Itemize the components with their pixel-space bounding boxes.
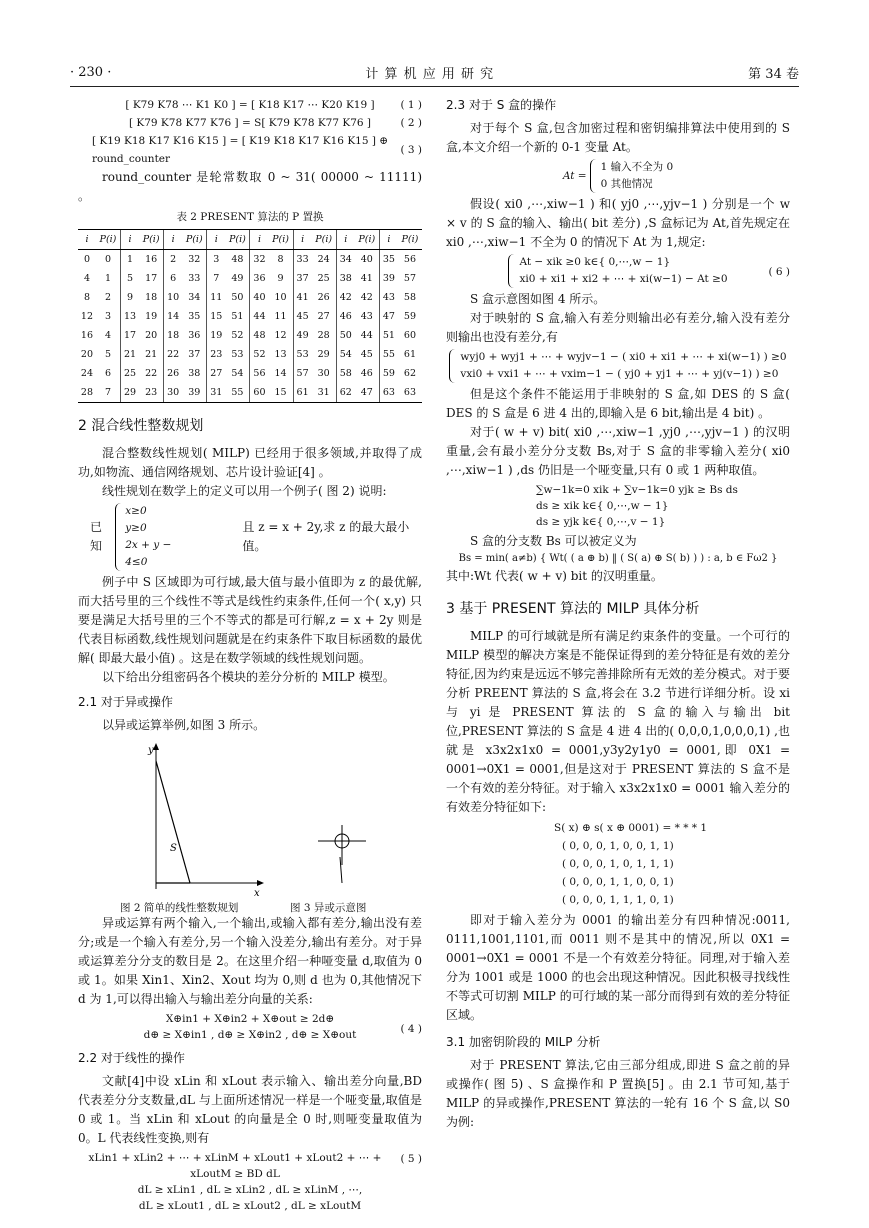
table-cell: 49 (293, 326, 312, 345)
table-cell: 59 (403, 311, 416, 322)
table-header-cell: i (164, 230, 183, 250)
table-cell: 22 (164, 345, 183, 364)
table-cell: 55 (225, 383, 250, 403)
table-cell: 21 (145, 349, 158, 360)
table-cell: 60 (403, 330, 416, 341)
figures-2-3 (78, 739, 422, 914)
table-cell: 47 (379, 307, 398, 326)
table-cell: 33 (293, 250, 312, 270)
paragraph: 例子中 S 区域即为可行域,最大值与最小值即为 z 的最优解,而大括号里的三个线性不等式是线性约束条件,任何一个( x,y) 只要是满足大括号里的三个不等式的都是可行解,z = x + 2y 则是代表目标函数,线性规划问题就是在约束条件下取目标函数的最优解( 即最大最小值) 。这是在数学领域的线性规划问题。 (78, 575, 422, 665)
section-2-3-title: 2.3 对于 S 盒的操作 (446, 98, 557, 112)
paragraph: 即对于输入差分为 0001 的输出差分有四种情况:0011, 0111,1001,1101,而 0011 则不是其中的情况,所以 0X1 = 0001→0X1 = 0001 不是一个有效差分特征。同理,对于输入差分为 1001 或是 1000 的也会出现这种情况。因此积极寻找线性不等式可切割 MILP 的可行域的某一部分而得到有效的差分特征区域。 (446, 913, 790, 1022)
table-cell: 0 (83, 254, 90, 265)
paragraph: 异或运算有两个输入,一个输出,或输入都有差分,输出没有差分;或是一个输入有差分,另一个输入没差分,输出有差分。对于异或运算差分分支的数目是 2。在这里介绍一种哑变量 d,取值为 0 或 1。如果 Xin1、Xin2、Xout 均为 0,则 d 也为 0,其他情况下 d 为 1,可以得出输入与输出差分向量的关系: (78, 916, 422, 1006)
table-header-cell: P(i) (182, 230, 207, 250)
paragraph: 其中:Wt 代表( w + v) bit 的汉明重量。 (446, 569, 663, 583)
table-cell: 4 (83, 273, 90, 284)
paragraph: MILP 的可行域就是所有满足约束条件的变量。一个可行的 MILP 模型的解决方案是不能保证得到的差分特征是有效的差分特征,因为约束是远远不够完善排除所有无效的差分模式。对于要分析 PREENT 算法的 S 盒,将会在 3.2 节进行详细分析。设 xi 与 yi 是 PRESENT 算法的 S 盒的输入与输出 bit 位,PRESENT 算法的 S 盒是 4 进 4 出的( 0,0,0,1,0,0,0,1) ,也就是 x3x2x1x0 = 0001,y3y2y1y0 = 0001,即 0X1 = 0001→0X1 = 0001,但是这对于 PRESENT 算法的 S 盒不是一个有效的差分特征。对于输入 x3x2x1x0 = 0001 输入差分的有效差分特征如下: (446, 629, 790, 814)
table-cell: 50 (336, 326, 355, 345)
table-cell: 31 (207, 383, 226, 403)
left-column (78, 96, 422, 1216)
table-cell: 42 (360, 292, 373, 303)
table-cell: 16 (80, 330, 93, 341)
table-row (78, 288, 422, 307)
table-cell: 41 (360, 273, 373, 284)
table-cell: 29 (317, 349, 330, 360)
table-cell: 2 (164, 250, 183, 270)
table-header-cell: P(i) (355, 230, 380, 250)
table-cell: 21 (121, 345, 140, 364)
table-cell: 54 (231, 368, 244, 379)
table-cell: 48 (250, 326, 269, 345)
table-cell: 53 (231, 349, 244, 360)
table-cell: 62 (403, 368, 416, 379)
table-cell: 43 (360, 311, 373, 322)
table-row (78, 364, 422, 383)
table-cell: 24 (317, 254, 330, 265)
table-cell: 27 (207, 364, 226, 383)
table-cell: 36 (188, 330, 201, 341)
table-cell: 27 (317, 311, 330, 322)
table-cell: 33 (188, 273, 201, 284)
table-cell: 23 (139, 383, 164, 403)
table-caption: 表 2 PRESENT 算法的 P 置换 (176, 211, 324, 223)
table-row (78, 345, 422, 364)
table-cell: 16 (145, 254, 158, 265)
section-3-1-title: 3.1 加密钥阶段的 MILP 分析 (446, 1035, 601, 1049)
equation-7: wyj0 + wyj1 + ⋯ + wyjv−1 − ( xi0 + xi1 + ⋯ + xi(w−1) ) ≥0 vxi0 + vxi1 + ⋯ + vxim−1 − ( yj0 + yj1 + ⋯ + yj(v−1) ) ≥0 (446, 349, 790, 383)
equation-3: [ K19 K18 K17 K16 K15 ] = [ K19 K18 K17 K16 K15 ] ⊕ round_counter ( 3 ) (92, 135, 422, 165)
table-cell: 8 (277, 254, 284, 265)
table-cell: 58 (336, 364, 355, 383)
paragraph: 对于每个 S 盒,包含加密过程和密钥编排算法中使用到的 S 盒,本文介绍一个新的 0-1 变量 At。 (446, 121, 790, 154)
table-cell: 36 (250, 269, 269, 288)
at-definition: At = 1 输入不全为 0 0 其他情况 (446, 159, 790, 193)
lp-system: 已知 x≥0 y≥0 2x + y − 4≤0 且 z = x + 2y,求 z 的最大最小值。 (90, 503, 422, 571)
volume: 第 34 卷 (748, 66, 799, 82)
table-header-cell: i (336, 230, 355, 250)
table-header-cell: i (293, 230, 312, 250)
table-row (78, 307, 422, 326)
table-cell: 18 (145, 292, 158, 303)
table-row (78, 250, 422, 270)
table-cell: 1 (104, 273, 111, 284)
figure-3-caption: 图 3 异或示意图 (290, 902, 367, 914)
table-cell: 26 (317, 292, 330, 303)
table-cell: 46 (360, 368, 373, 379)
table-cell: 58 (403, 292, 416, 303)
table-header-cell: P(i) (398, 230, 422, 250)
table-cell: 0 (104, 254, 111, 265)
table-cell: 31 (312, 383, 337, 403)
table-cell: 13 (121, 307, 140, 326)
table-header-cell: i (250, 230, 269, 250)
table-cell: 30 (164, 383, 183, 403)
header-rule (70, 86, 799, 87)
table-cell: 63 (379, 383, 398, 403)
round-counter-note: round_counter 是轮常数取 0 ~ 31( 00000 ~ 11111) 。 (78, 170, 422, 203)
table-cell: 11 (274, 311, 287, 322)
table-cell: 54 (336, 345, 355, 364)
table-cell: 45 (293, 307, 312, 326)
table-cell: 56 (250, 364, 269, 383)
table-cell: 7 (96, 383, 121, 403)
table-cell: 17 (121, 326, 140, 345)
paragraph: 对于( w + v) bit( xi0 ,⋯,xiw−1 ,yj0 ,⋯,yjv−1 ) 的汉明重量,会有最小差分分支数 Bs,对于 S 盒的非零输入差分( xi0 ,⋯,xiw−1 ) ,ds 仍旧是一个哑变量,只有 0 或 1 两种取值。 (446, 425, 790, 477)
paragraph: S 盒的分支数 Bs 可以被定义为 (470, 534, 637, 548)
table-cell: 55 (379, 345, 398, 364)
table-cell: 51 (379, 326, 398, 345)
table-cell: 42 (336, 288, 355, 307)
table-cell: 53 (293, 345, 312, 364)
fig-s-label: S (170, 843, 177, 854)
table-cell: 19 (145, 311, 158, 322)
table-cell: 15 (207, 307, 226, 326)
table-cell: 10 (274, 292, 287, 303)
table-cell: 15 (268, 383, 293, 403)
fig-x-label: x (254, 888, 260, 899)
paragraph: 以下给出分组密码各个模块的差分分析的 MILP 模型。 (102, 670, 395, 684)
equation-2: [ K79 K78 K77 K76 ] = S[ K79 K78 K77 K76 ] ( 2 ) (128, 117, 422, 129)
table-cell: 44 (250, 307, 269, 326)
table-row (78, 269, 422, 288)
table-cell: 3 (104, 311, 111, 322)
table-cell: 34 (188, 292, 201, 303)
table-cell: 39 (182, 383, 207, 403)
paragraph: 假设( xi0 ,⋯,xiw−1 ) 和( yj0 ,⋯,yjv−1 ) 分别是一个 w × v 的 S 盒的输入、输出( bit 差分) ,S 盒标记为 At,首先规定在 xi0 ,⋯,xiw−1 不全为 0 的情况下 At 为 1,规定: (446, 197, 790, 249)
table-cell: 41 (293, 288, 312, 307)
table-header-cell: P(i) (312, 230, 337, 250)
table-cell: 18 (164, 326, 183, 345)
table-cell: 62 (336, 383, 355, 403)
table-cell: 28 (78, 383, 96, 403)
fig-y-label: y (148, 745, 154, 756)
table-cell: 9 (277, 273, 284, 284)
table-cell: 14 (164, 307, 183, 326)
table-cell: 1 (121, 250, 140, 270)
table-cell: 49 (231, 273, 244, 284)
table-cell: 52 (250, 345, 269, 364)
table-cell: 45 (360, 349, 373, 360)
table-cell: 13 (274, 349, 287, 360)
paragraph: 对于映射的 S 盒,输入有差分则输出必有差分,输入没有差分则输出也没有差分,有 (446, 311, 790, 344)
table-cell: 2 (104, 292, 111, 303)
table-cell: 44 (360, 330, 373, 341)
table-cell: 46 (336, 307, 355, 326)
paragraph: 线性规划在数学上的定义可以用一个例子( 图 2) 说明: (102, 484, 387, 498)
table-cell: 6 (164, 269, 183, 288)
equation-4: X⊕in1 + X⊕in2 + X⊕out ≥ 2d⊕ d⊕ ≥ X⊕in1 , d⊕ ≥ X⊕in2 , d⊕ ≥ X⊕out ( 4 ) (143, 1013, 422, 1041)
table-cell: 6 (104, 368, 111, 379)
table-cell: 5 (104, 349, 111, 360)
paragraph: 混合整数线性规划( MILP) 已经用于很多领域,并取得了成功,如物流、通信网络规划、芯片设计验证[4] 。 (78, 446, 422, 479)
table-cell: 61 (403, 349, 416, 360)
table-cell: 26 (164, 364, 183, 383)
table-cell: 11 (207, 288, 226, 307)
table-row (78, 326, 422, 345)
table-cell: 35 (188, 311, 201, 322)
table-cell: 63 (398, 383, 422, 403)
table-cell: 4 (104, 330, 111, 341)
diff-list: S( x) ⊕ s( x ⊕ 0001) = * * * 1 ( 0, 0, 0, 1, 0, 0, 1, 1) ( 0, 0, 0, 1, 0, 1, 1, 1) ( 0, 0, 0, 1, 1, 0, 0, 1) ( 0, 0, 0, 1, 1, 1, 0, 1) (554, 822, 708, 906)
table-header-cell: i (78, 230, 96, 250)
paragraph: S 盒示意图如图 4 所示。 (470, 292, 606, 306)
table-cell: 22 (145, 368, 158, 379)
table-cell: 40 (360, 254, 373, 265)
table-cell: 43 (379, 288, 398, 307)
table-cell: 38 (336, 269, 355, 288)
page-header (70, 62, 799, 82)
table-header-cell: i (207, 230, 226, 250)
table-cell: 23 (207, 345, 226, 364)
table-cell: 25 (317, 273, 330, 284)
table-row (78, 383, 422, 403)
table-cell: 38 (188, 368, 201, 379)
table-cell: 59 (379, 364, 398, 383)
table-cell: 30 (317, 368, 330, 379)
section-2-1-title: 2.1 对于异或操作 (78, 695, 173, 709)
table-header-cell: P(i) (225, 230, 250, 250)
table-cell: 50 (231, 292, 244, 303)
table-cell: 48 (231, 254, 244, 265)
paragraph: 文献[4]中设 xLin 和 xLout 表示输入、输出差分向量,BD 代表差分分支数量,dL 与上面所述情况一样是一个哑变量,取值是 0 或 1。当 xLin 和 xLout 的向量是全 0 时,则哑变量取值为 0。L 代表线性变换,则有 (78, 1074, 422, 1145)
table-cell: 61 (293, 383, 312, 403)
table-cell: 47 (355, 383, 380, 403)
table-cell: 57 (293, 364, 312, 383)
table-cell: 32 (188, 254, 201, 265)
table-cell: 7 (207, 269, 226, 288)
table-header-cell: P(i) (268, 230, 293, 250)
table-cell: 57 (403, 273, 416, 284)
table-cell: 12 (274, 330, 287, 341)
page-number: · 230 · (70, 64, 112, 80)
table-cell: 25 (121, 364, 140, 383)
equation-8: ∑w−1k=0 xik + ∑v−1k=0 yjk ≥ Bs ds ds ≥ xik k∈{ 0,⋯,w − 1} ds ≥ yjk k∈{ 0,⋯,v − 1} (536, 484, 738, 528)
paragraph: 对于 PRESENT 算法,它由三部分组成,即进 S 盒之前的异或操作( 图 5) 、S 盒操作和 P 置换[5] 。由 2.1 节可知,基于 MILP 的异或操作,PRESENT 算法的一轮有 16 个 S 盒,以 S0 为例: (446, 1058, 790, 1129)
table-cell: 37 (293, 269, 312, 288)
equation-1: [ K79 K78 ⋯ K1 K0 ] = [ K18 K17 ⋯ K20 K19 ] ( 1 ) (125, 99, 422, 111)
equation-5: xLin1 + xLin2 + ⋯ + xLinM + xLout1 + xLout2 + ⋯ + xLoutM ≥ BD dL dL ≥ xLin1 , dL ≥ xLin2 , dL ≥ xLinM , ⋯, dL ≥ xLout1 , dL ≥ xLout2 , dL ≥ xLoutM ( 5 ) (88, 1152, 422, 1212)
table-cell: 8 (83, 292, 90, 303)
table-cell: 17 (145, 273, 158, 284)
right-column (446, 96, 790, 1132)
table-cell: 29 (121, 383, 140, 403)
table-cell: 39 (379, 269, 398, 288)
table-cell: 32 (250, 250, 269, 270)
paragraph: 以异或运算举例,如图 3 所示。 (102, 718, 266, 732)
table-cell: 52 (231, 330, 244, 341)
table-cell: 10 (164, 288, 183, 307)
table-cell: 37 (188, 349, 201, 360)
table-cell: 24 (80, 368, 93, 379)
table-header-cell: i (121, 230, 140, 250)
table-header-cell: P(i) (96, 230, 121, 250)
table-cell: 12 (80, 311, 93, 322)
p-permutation-table (78, 229, 422, 403)
table-cell: 60 (250, 383, 269, 403)
table-cell: 3 (207, 250, 226, 270)
section-2-2-title: 2.2 对于线性的操作 (78, 1051, 185, 1065)
section-3-title: 3 基于 PRESENT 算法的 MILP 具体分析 (446, 601, 700, 617)
table-cell: 35 (379, 250, 398, 270)
section-2-title: 2 混合线性整数规划 (78, 418, 204, 434)
table-cell: 20 (145, 330, 158, 341)
table-cell: 40 (250, 288, 269, 307)
figure-2-caption: 图 2 简单的线性整数规划 (120, 902, 239, 914)
table-cell: 19 (207, 326, 226, 345)
table-cell: 9 (121, 288, 140, 307)
equation-9: Bs = min( a≠b) { Wt( ( a ⊕ b) ‖ ( S( a) ⊕ S( b) ) ) : a, b ∈ Fω2 } (458, 553, 778, 564)
table-header-cell: i (379, 230, 398, 250)
table-cell: 56 (403, 254, 416, 265)
journal-title: 计 算 机 应 用 研 究 (365, 66, 495, 82)
table-cell: 5 (121, 269, 140, 288)
paragraph: 但是这个条件不能运用于非映射的 S 盒,如 DES 的 S 盒( DES 的 S 盒是 6 进 4 出的,即输入是 6 bit,输出是 4 bit) 。 (446, 387, 790, 420)
equation-6: At − xik ≥0 k∈{ 0,⋯,w − 1} xi0 + xi1 + xi2 + ⋯ + xi(w−1) − At ≥0 ( 6 ) (446, 254, 790, 288)
table-cell: 14 (274, 368, 287, 379)
figure-2-lp-plot (78, 739, 422, 899)
table-cell: 51 (231, 311, 244, 322)
table-header-cell: P(i) (139, 230, 164, 250)
table-cell: 34 (336, 250, 355, 270)
table-cell: 28 (317, 330, 330, 341)
table-cell: 20 (80, 349, 93, 360)
